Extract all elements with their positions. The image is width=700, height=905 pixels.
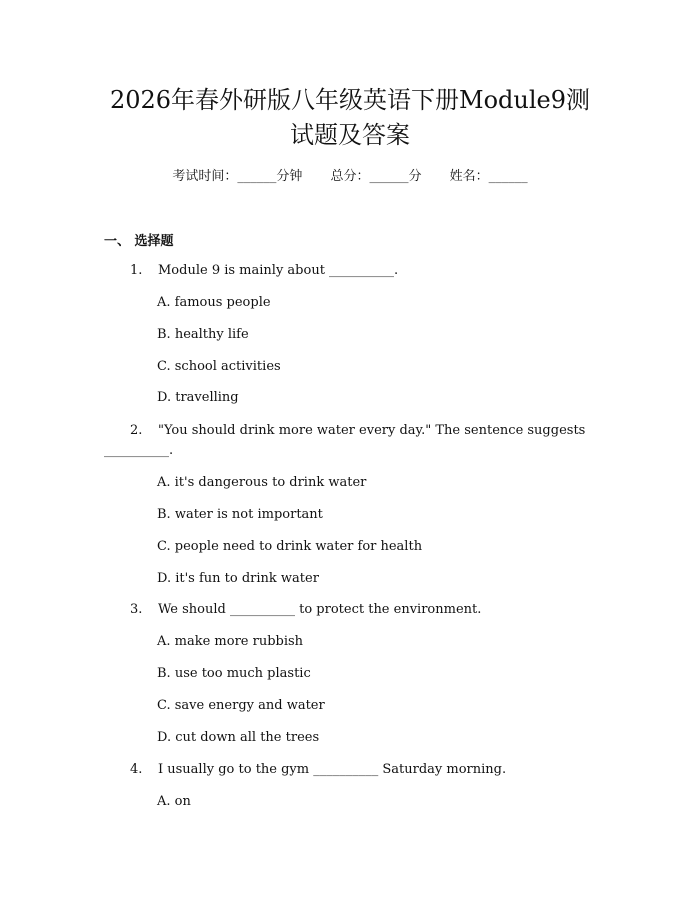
page-title-line-1: 2026年春外研版八年级英语下册Module9测 — [109, 86, 591, 114]
question-2 — [130, 422, 585, 440]
question-2-continuation: __________. — [104, 443, 174, 458]
question-number: 3. — [130, 602, 143, 617]
option-2c: C. people need to drink water for health — [157, 539, 423, 554]
exam-meta — [0, 168, 700, 186]
question-3 — [130, 601, 481, 619]
option-3a: A. make more rubbish — [157, 634, 304, 649]
question-number: 1. — [130, 263, 143, 278]
option-1d: D. travelling — [157, 390, 239, 405]
option-4a: A. on — [157, 794, 191, 809]
total-score: 总分：______分 — [330, 169, 422, 184]
question-4 — [130, 761, 506, 779]
option-3d: D. cut down all the trees — [157, 730, 320, 745]
page-title-line-2: 试题及答案 — [290, 121, 410, 149]
option-3c: C. save energy and water — [157, 698, 325, 713]
section-heading: 一、 选择题 — [104, 234, 174, 249]
option-2b: B. water is not important — [157, 507, 323, 522]
option-2d: D. it's fun to drink water — [157, 571, 319, 586]
question-1 — [130, 262, 398, 280]
question-number: 2. — [130, 423, 143, 438]
question-text: "You should drink more water every day." The sentence suggests — [158, 423, 586, 438]
option-2a: A. it's dangerous to drink water — [157, 475, 367, 490]
option-1a: A. famous people — [157, 295, 271, 310]
option-3b: B. use too much plastic — [157, 666, 311, 681]
question-text: Module 9 is mainly about __________. — [158, 263, 399, 278]
student-name: 姓名：______ — [449, 169, 528, 184]
question-text: I usually go to the gym __________ Saturday morning. — [158, 762, 507, 777]
question-number: 4. — [130, 762, 143, 777]
option-1c: C. school activities — [157, 359, 281, 374]
option-1b: B. healthy life — [157, 327, 249, 342]
exam-time: 考试时间：______分钟 — [172, 169, 303, 184]
question-text: We should __________ to protect the environment. — [158, 602, 482, 617]
